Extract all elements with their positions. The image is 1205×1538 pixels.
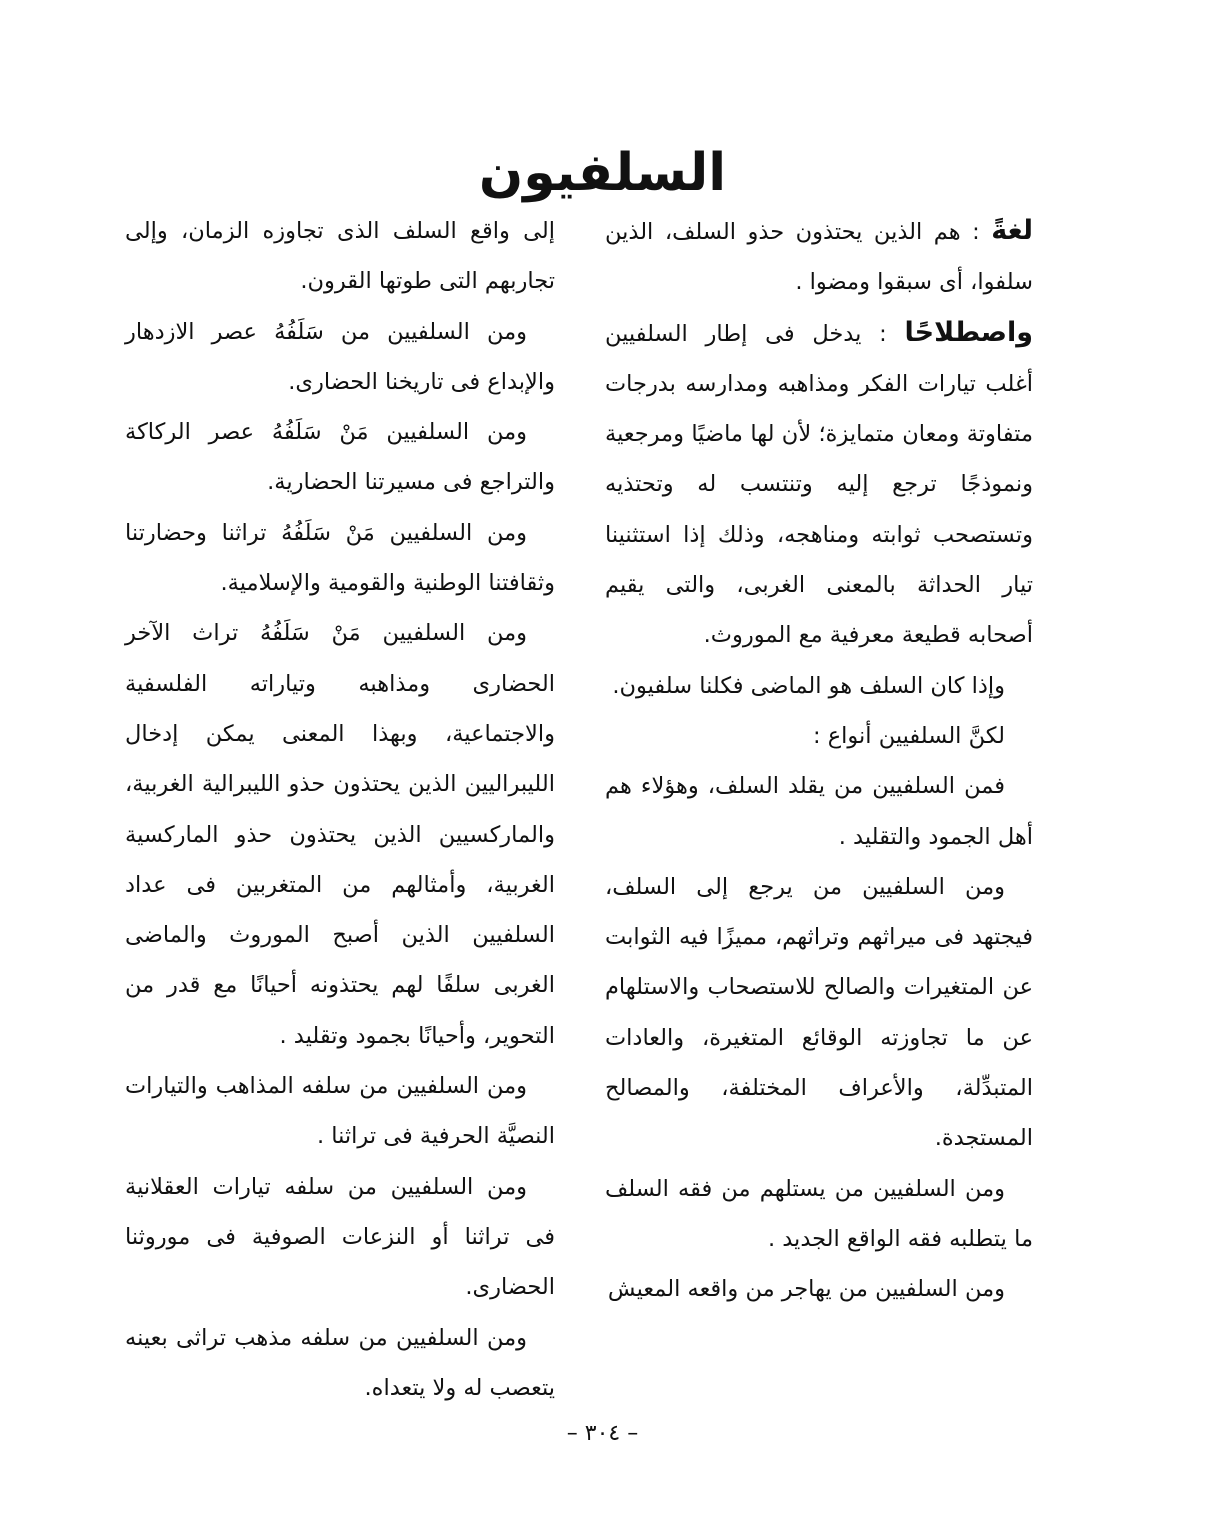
paragraph: ومن السلفيين من سلفه المذاهب والتيارات النصيَّة الحرفية فى تراثنا . xyxy=(125,1073,555,1150)
paragraph: فمن السلفيين من يقلد السلف، وهؤلاء هم أهل الجمود والتقليد . xyxy=(605,773,1033,850)
paragraph: ومن السلفيين من يستلهم من فقه السلف ما يتطلبه فقه الواقع الجديد . xyxy=(605,1175,1033,1252)
paragraph-text: : هم الذين يحتذون حذو السلف، الذين سلفوا، أى سبقوا ومضوا . xyxy=(605,219,1033,296)
paragraph-technical-definition xyxy=(605,308,1033,661)
paragraph: وإذا كان السلف هو الماضى فكلنا سلفيون. xyxy=(612,672,1005,699)
term-istilahan: واصطلاحًا xyxy=(904,316,1033,348)
paragraph: ومن السلفيين من سلفه تيارات العقلانية فى تراثنا أو النزعات الصوفية فى موروثنا الحضارى. xyxy=(125,1173,555,1301)
paragraph: ومن السلفيين من سَلَفُهُ عصر الازدهار والإبداع فى تاريخنا الحضارى. xyxy=(125,318,555,395)
left-column xyxy=(125,206,555,1413)
paragraph: ومن السلفيين من يهاجر من واقعه المعيش xyxy=(607,1276,1005,1303)
page-title: السلفيون xyxy=(478,143,727,203)
paragraph: لكنَّ السلفيين أنواع : xyxy=(813,722,1005,749)
paragraph-text: : يدخل فى إطار السلفيين أغلب تيارات الفكر ومذاهبه ومدارسه بدرجات متفاوتة ومعان متمايزة؛ لأن لها ماضيًا ومرجعية ونموذجًا ترجع إليه وتنتسب له وتحتذيه وتستصحب ثوابته ومناهجه، وذلك إذا استثنينا تيار الحداثة بالمعنى الغربى، والتى يقيم أصحابه قطيعة معرفية مع الموروث. xyxy=(605,320,1033,649)
paragraph-continued: إلى واقع السلف الذى تجاوزه الزمان، وإلى تجاربهم التى طوتها القرون. xyxy=(125,218,555,295)
paragraph: ومن السلفيين من سلفه مذهب تراثى بعينه يتعصب له ولا يتعداه. xyxy=(125,1324,555,1401)
right-column xyxy=(605,206,1033,1315)
paragraph: ومن السلفيين من يرجع إلى السلف، فيجتهد فى ميراثهم وتراثهم، مميزًا فيه الثوابت عن المتغيرات والصالح للاستصحاب والاستلهام عن ما تجاوزته الوقائع المتغيرة، والعادات المتبدِّلة، والأعراف المختلفة، والمصالح المستجدة. xyxy=(605,873,1033,1152)
paragraph: ومن السلفيين مَنْ سَلَفُهُ تراث الآخر الحضارى ومذاهبه وتياراته الفلسفية والاجتماعية، وبهذا المعنى يمكن إدخال الليبراليين الذين يحتذون حذو الليبرالية الغربية، والماركسيين الذين يحتذون حذو الماركسية الغربية، وأمثالهم من المتغربين فى عداد السلفيين الذين أصبح الموروث والماضى الغربى سلفًا لهم يحتذونه أحيانًا مع قدر من التحوير، وأحيانًا بجمود وتقليد . xyxy=(125,620,555,1049)
term-lughatan: لغةً xyxy=(991,215,1033,246)
paragraph-linguistic-definition xyxy=(605,206,1033,308)
page-number: – ٣٠٤ – xyxy=(566,1421,639,1446)
paragraph: ومن السلفيين مَنْ سَلَفُهُ عصر الركاكة والتراجع فى مسيرتنا الحضارية. xyxy=(125,419,555,496)
paragraph: ومن السلفيين مَنْ سَلَفُهُ تراثنا وحضارتنا وثقافتنا الوطنية والقومية والإسلامية. xyxy=(125,519,555,597)
